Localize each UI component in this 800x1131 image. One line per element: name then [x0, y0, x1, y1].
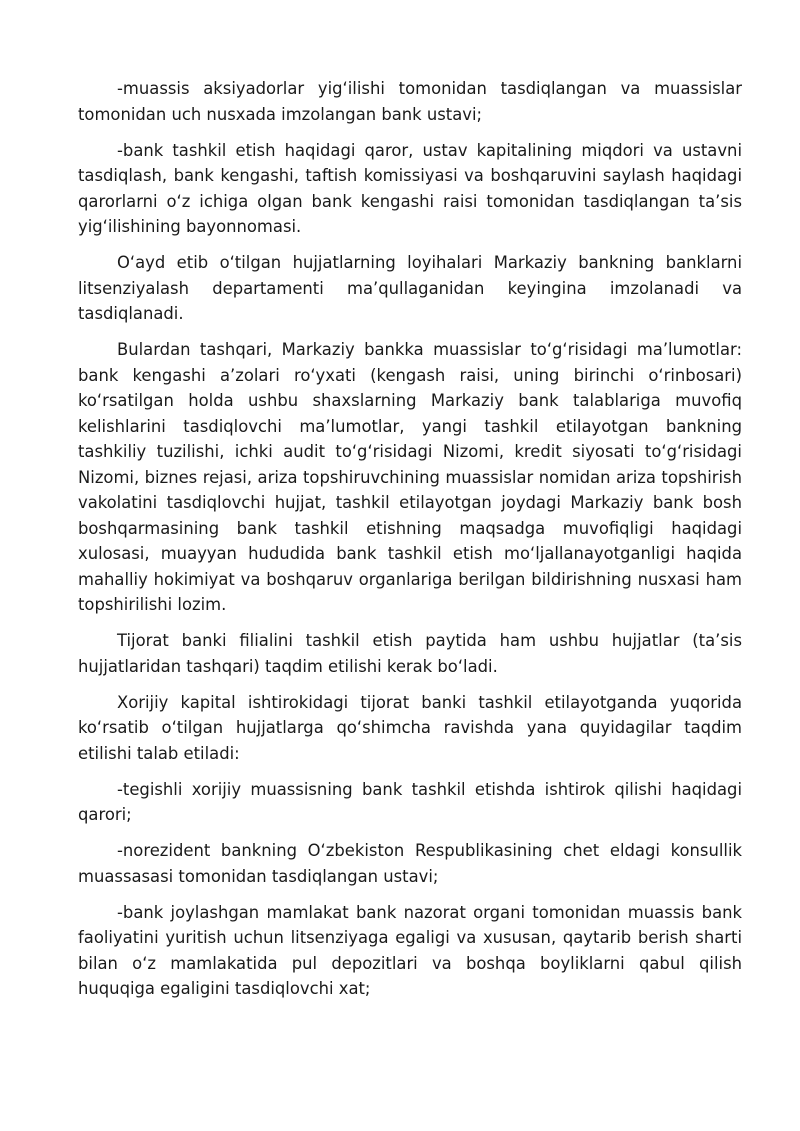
paragraph-foreign-capital: Xorijiy kapital ishtirokidagi tijorat banki tashkil etilayotganda yuqorida ko‘rsatib o‘tilgan hujjatlarga qo‘shimcha ravishda yana quyidagilar taqdim etilishi talab etiladi:	[78, 692, 742, 763]
paragraph-founding-minutes: -bank tashkil etish haqidagi qaror, ustav kapitalining miqdori va ustavni tasdiqlash, bank kengashi, taftish komissiyasi va boshqaruvini saylash haqidagi qarorlarni o‘z ichiga olgan bank kengashi raisi tomonidan tasdiqlangan ta’sis yig‘ilishining bayonnomasi.	[78, 140, 742, 236]
paragraph-charter: -muassis aksiyadorlar yig‘ilishi tomonidan tasdiqlangan va muassislar tomonidan uch nusxada imzolangan bank ustavi;	[78, 79, 742, 124]
paragraph-branch-documents: Tijorat banki filialini tashkil etish paytida ham ushbu hujjatlar (ta’sis hujjatlaridan tashqari) taqdim etilishi kerak bo‘ladi.	[78, 631, 742, 676]
paragraph-additional-documents: Bulardan tashqari, Markaziy bankka muassislar to‘g‘risidagi ma’lumotlar: bank kengashi a’zolari ro‘yxati (kengash raisi, uning birinchi o‘rinbosari) ko‘rsatilgan holda ushbu shaxslarning Markaziy bank talablariga muvofiq kelishlarini tasdiqlovchi ma’lumotlar, yangi tashkil etilayotgan bankning tashkiliy tuzilishi, ichki audit to‘g‘risidagi Nizomi, kredit siyosati to‘g‘risidagi Nizomi, biznes rejasi, ariza topshiruvchining muassislar nomidan ariza topshirish vakolatini tasdiqlovchi hujjat, tashkil etilayotgan joydagi Markaziy bank bosh boshqarmasining bank tashkil etishning maqsadga muvofiqligi haqidagi xulosasi, muayyan hududida bank tashkil etish mo‘ljallanayotganligi haqida mahalliy hokimiyat va boshqaruv organlariga berilgan bildirishning nusxasi ham topshirilishi lozim.	[78, 340, 742, 614]
paragraph-draft-approval: O‘ayd etib o‘tilgan hujjatlarning loyihalari Markaziy bankning banklarni litsenziyalash departamenti ma’qullaganidan keyingina imzolanadi va tasdiqlanadi.	[78, 253, 742, 323]
paragraph-nonresident-charter: -norezident bankning O‘zbekiston Respublikasining chet eldagi konsullik muassasasi tomonidan tasdiqlangan ustavi;	[78, 841, 742, 886]
paragraph-foreign-founder-decision: -tegishli xorijiy muassisning bank tashkil etishda ishtirok qilishi haqidagi qarori;	[78, 779, 742, 824]
document-page	[78, 76, 742, 1012]
paragraph-supervisory-letter: -bank joylashgan mamlakat bank nazorat organi tomonidan muassis bank faoliyatini yuritish uchun litsenziyaga egaligi va xususan, qaytarib berish sharti bilan o‘z mamlakatida pul depozitlari va boshqa boyliklarni qabul qilish huquqiga egaligini tasdiqlovchi xat;	[78, 902, 742, 998]
